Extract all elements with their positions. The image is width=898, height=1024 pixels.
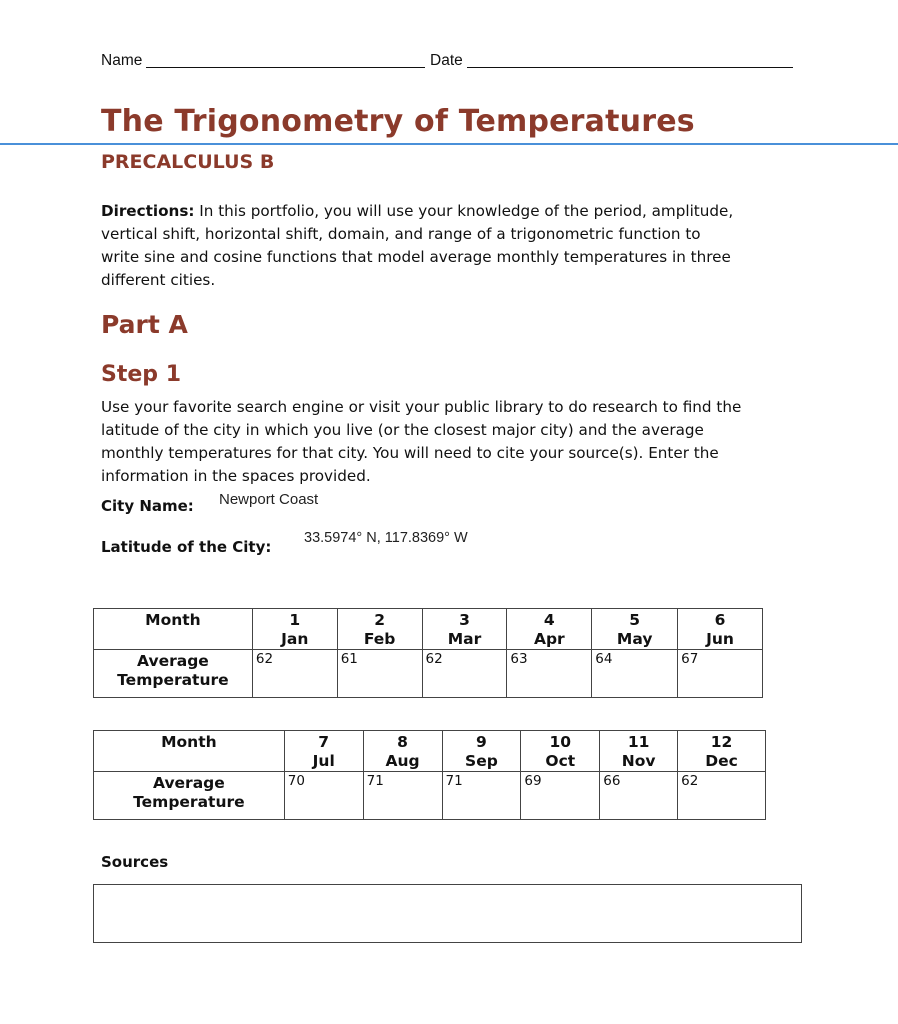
temperature-header-line: Temperature xyxy=(117,671,229,689)
month-cell xyxy=(422,609,507,650)
directions-line: In this portfolio, you will use your knowledge of the period, amplitude, xyxy=(194,202,734,220)
month-name: Jun xyxy=(706,630,734,648)
month-number: 5 xyxy=(629,611,641,629)
month-name: May xyxy=(616,630,653,648)
name-field[interactable] xyxy=(146,67,425,68)
title-divider xyxy=(0,143,898,145)
page-title: The Trigonometry of Temperatures xyxy=(101,104,695,139)
temperature-cell[interactable]: 62 xyxy=(252,650,337,698)
month-header-cell xyxy=(94,609,253,650)
month-name: Feb xyxy=(363,630,396,648)
directions-line: vertical shift, horizontal shift, domain, and range of a trigonometric function to xyxy=(101,225,701,243)
month-cell xyxy=(442,731,521,772)
month-name: Sep xyxy=(465,752,498,770)
step-line: Use your favorite search engine or visit your public library to do research to find the xyxy=(101,398,742,416)
month-number: 10 xyxy=(549,733,572,751)
name-label: Name xyxy=(101,52,143,69)
month-cell xyxy=(678,731,766,772)
temperature-cell[interactable]: 71 xyxy=(363,772,442,820)
temperature-table-1 xyxy=(93,608,763,698)
directions-label: Directions: xyxy=(101,202,195,220)
month-cell xyxy=(521,731,600,772)
month-cell xyxy=(600,731,678,772)
month-header-cell xyxy=(94,731,285,772)
month-number: 2 xyxy=(374,611,386,629)
temperature-cell[interactable]: 69 xyxy=(521,772,600,820)
city-name-value[interactable]: Newport Coast xyxy=(219,491,319,508)
month-cell xyxy=(507,609,592,650)
month-header-label: Month xyxy=(145,611,201,629)
month-name: Dec xyxy=(705,752,738,770)
temperature-table-2 xyxy=(93,730,766,820)
temperature-cell[interactable]: 66 xyxy=(600,772,678,820)
temperature-header-line: Average xyxy=(153,774,225,792)
temperature-header-line: Temperature xyxy=(133,793,245,811)
step-line: monthly temperatures for that city. You will need to cite your source(s). Enter the xyxy=(101,444,719,462)
part-heading: Part A xyxy=(101,310,188,339)
temperature-cell[interactable]: 67 xyxy=(678,650,763,698)
month-cell xyxy=(363,731,442,772)
temperature-row xyxy=(94,650,763,698)
month-name: Mar xyxy=(447,630,482,648)
month-number: 7 xyxy=(318,733,330,751)
step-heading: Step 1 xyxy=(101,362,181,387)
city-name-label: City Name: xyxy=(101,497,194,515)
month-header-label: Month xyxy=(161,733,217,751)
step-line: information in the spaces provided. xyxy=(101,467,371,485)
temperature-cell[interactable]: 61 xyxy=(337,650,422,698)
temperature-cell[interactable]: 63 xyxy=(507,650,592,698)
month-number: 9 xyxy=(476,733,487,751)
month-cell xyxy=(592,609,678,650)
sources-input-box[interactable] xyxy=(93,884,802,943)
month-number: 1 xyxy=(289,611,301,629)
directions-line: write sine and cosine functions that model average monthly temperatures in three xyxy=(101,248,731,266)
month-number: 12 xyxy=(710,733,733,751)
month-name: Aug xyxy=(385,752,420,770)
date-field[interactable] xyxy=(467,67,793,68)
month-name: Oct xyxy=(545,752,576,770)
month-name: Jul xyxy=(312,752,335,770)
page-subtitle: PRECALCULUS B xyxy=(101,151,275,173)
step-line: latitude of the city in which you live (or the closest major city) and the average xyxy=(101,421,704,439)
temperature-row xyxy=(94,772,766,820)
step-paragraph xyxy=(101,396,821,488)
directions-paragraph xyxy=(101,200,821,292)
temperature-cell[interactable]: 62 xyxy=(678,772,766,820)
temperature-cell[interactable]: 64 xyxy=(592,650,678,698)
temperature-header-line: Average xyxy=(137,652,209,670)
temperature-cell[interactable]: 62 xyxy=(422,650,507,698)
temperature-header-cell xyxy=(94,772,285,820)
month-number: 4 xyxy=(543,611,555,629)
sources-label: Sources xyxy=(101,853,169,871)
temperature-header-cell xyxy=(94,650,253,698)
temperature-cell[interactable]: 71 xyxy=(442,772,521,820)
month-row xyxy=(94,609,763,650)
month-cell xyxy=(337,609,422,650)
month-row xyxy=(94,731,766,772)
month-cell xyxy=(284,731,363,772)
month-number: 3 xyxy=(459,611,470,629)
latitude-value[interactable]: 33.5974° N, 117.8369° W xyxy=(304,530,468,546)
month-name: Nov xyxy=(621,752,656,770)
month-cell xyxy=(678,609,763,650)
month-number: 11 xyxy=(627,733,650,751)
month-name: Apr xyxy=(533,630,565,648)
latitude-label: Latitude of the City: xyxy=(101,538,272,556)
month-number: 8 xyxy=(397,733,408,751)
month-cell xyxy=(252,609,337,650)
month-number: 6 xyxy=(714,611,726,629)
month-name: Jan xyxy=(281,630,309,648)
directions-line: different cities. xyxy=(101,271,216,289)
date-label: Date xyxy=(430,52,463,69)
temperature-cell[interactable]: 70 xyxy=(284,772,363,820)
